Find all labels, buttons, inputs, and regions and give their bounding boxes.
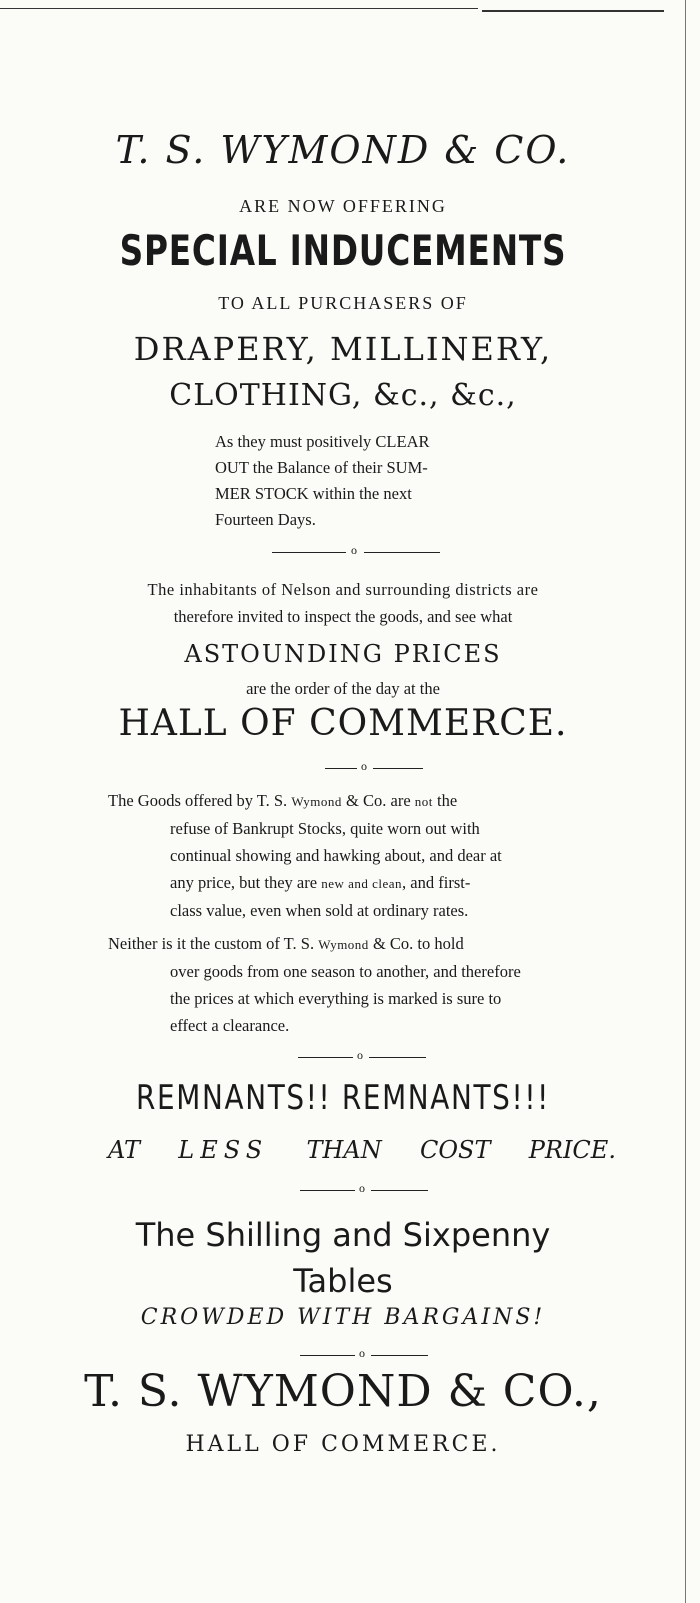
clear-out-line: Fourteen Days. (215, 510, 316, 529)
ornament-char: o (359, 1346, 365, 1360)
ornament-char: o (361, 759, 367, 773)
ornament-divider (325, 759, 423, 774)
footer-hall-of-commerce: HALL OF COMMERCE. (185, 1432, 501, 1457)
are-now-offering: ARE NOW OFFERING (239, 196, 447, 216)
order-of-day-line: are the order of the day at the (246, 679, 440, 698)
less-than-cost-line (108, 1136, 616, 1164)
custom-line: the prices at which everything is marked is sure to (170, 989, 502, 1008)
ornament-divider (272, 543, 440, 558)
crowded-with-bargains: CROWDED WITH BARGAINS! (140, 1305, 546, 1330)
column-rule (685, 0, 686, 1603)
firm-title: T. S. WYMOND & CO. (115, 128, 571, 172)
clear-out-line: MER STOCK within the next (215, 484, 412, 503)
clear-out-line: As they must positively CLEAR (215, 432, 430, 451)
goods-line: class value, even when sold at ordinary rates. (170, 901, 469, 920)
clear-out-line: OUT the Balance of their SUM- (215, 458, 428, 477)
ornament-divider (300, 1181, 428, 1196)
clear-out-paragraph (215, 429, 505, 533)
footer-firm-name: T. S. WYMOND & CO., (84, 1366, 602, 1417)
goods-line: continual showing and hawking about, and dear at (170, 846, 502, 865)
top-rule (0, 8, 478, 9)
goods-line: The Goods offered by T. S. Wymond & Co. are not the (108, 791, 458, 810)
goods-line: any price, but they are new and clean, and first- (170, 873, 471, 892)
shilling-sixpenny-line: The Shilling and Sixpenny (135, 1216, 551, 1254)
invite-line-1: The inhabitants of Nelson and surrounding districts are (147, 580, 539, 599)
less-than-cost-word: COST (419, 1136, 491, 1164)
invite-line-2: therefore invited to inspect the goods, and see what (173, 607, 513, 626)
custom-line: Neither is it the custom of T. S. Wymond & Co. to hold (108, 934, 464, 953)
astounding-prices-heading: ASTOUNDING PRICES (184, 640, 502, 668)
remnants-heading: REMNANTS!! REMNANTS!!! (136, 1078, 550, 1118)
less-than-cost-word: THAN (306, 1136, 382, 1164)
drapery-millinery-heading: DRAPERY, MILLINERY, (133, 330, 553, 368)
goods-line: refuse of Bankrupt Stocks, quite worn out with (170, 819, 480, 838)
less-than-cost-word: AT (108, 1136, 141, 1164)
clothing-heading: CLOTHING, &c., &c., (169, 378, 517, 413)
ornament-divider (300, 1346, 428, 1361)
top-rule-heavy (482, 10, 664, 12)
ornament-divider (298, 1048, 426, 1063)
custom-line: over goods from one season to another, and therefore (170, 962, 521, 981)
less-than-cost-word: LESS (178, 1136, 269, 1164)
tables-line: Tables (293, 1262, 393, 1300)
custom-paragraph (108, 930, 612, 1039)
ornament-char: o (351, 543, 357, 557)
ornament-char: o (357, 1048, 363, 1062)
to-all-purchasers: TO ALL PURCHASERS OF (218, 293, 468, 313)
ornament-char: o (359, 1181, 365, 1195)
custom-line: effect a clearance. (170, 1016, 290, 1035)
goods-paragraph (108, 787, 612, 924)
hall-of-commerce-heading: HALL OF COMMERCE. (118, 703, 568, 744)
less-than-cost-word: PRICE. (528, 1136, 616, 1164)
special-inducements-heading: SPECIAL INDUCEMENTS (119, 226, 567, 275)
